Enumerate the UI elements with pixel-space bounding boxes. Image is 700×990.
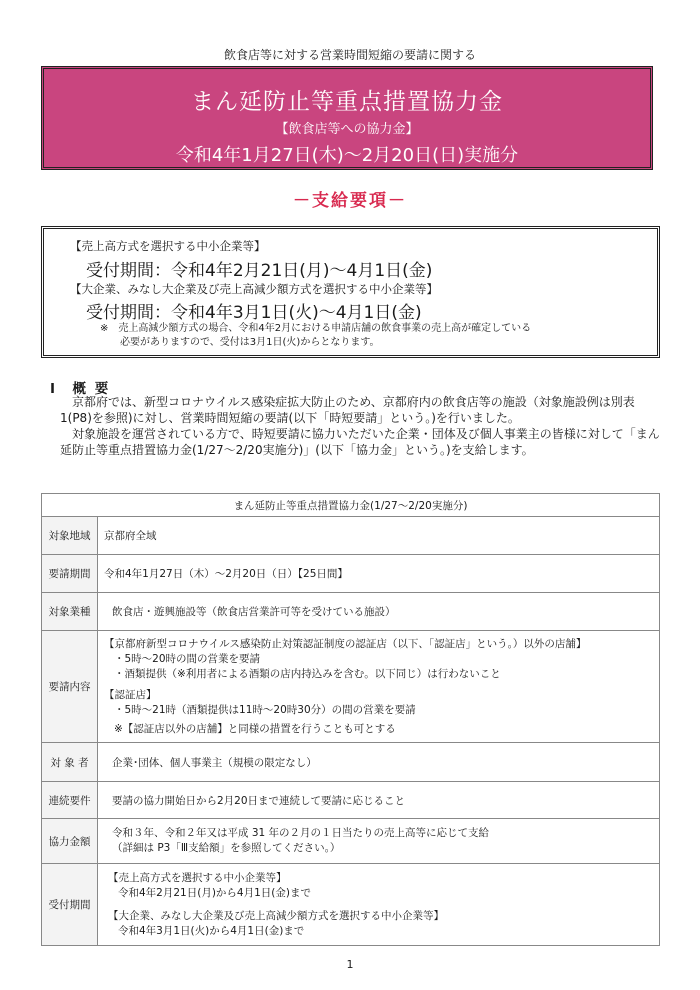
overview-heading: Ⅰ 概 要 — [50, 381, 111, 397]
table-row — [42, 864, 660, 946]
reception-period-1: 受付期間：令和4年2月21日(月)～4月1日(金) — [86, 261, 433, 281]
content-line: ・酒類提供（※利用者による酒類の店内持込みを含む。以下同じ）は行わないこと — [114, 667, 501, 680]
reception-line: 【売上高方式を選択する中小企業等】 — [108, 871, 287, 884]
reception-line: 令和4年3月1日(火)から4月1日(金)まで — [118, 924, 305, 937]
period-label: 要請期間 — [42, 555, 98, 593]
target-label: 対 象 者 — [42, 743, 98, 782]
reception-box — [41, 226, 660, 358]
table-row — [42, 555, 660, 593]
amount-line: （詳細は P3「Ⅲ支給額」を参照してください。） — [112, 842, 341, 854]
page-number: 1 — [346, 958, 354, 971]
reception-note-1: ※ 売上高減少額方式の場合、令和4年2月における申請店舗の飲食事業の売上高が確定している — [100, 323, 532, 334]
content-line: 【認証店】 — [104, 688, 157, 701]
section-heading: －支給要項－ — [293, 191, 407, 211]
type-label: 対象業種 — [42, 593, 98, 631]
type-value: 飲食店・遊興施設等（飲食店営業許可等を受けている施設） — [98, 593, 660, 631]
reception-label: 受付期間 — [42, 864, 98, 946]
content-line: 【京都府新型コロナウイルス感染防止対策認証制度の認証店（以下、「認証店」という。）以外の店舗】 — [104, 637, 587, 650]
reception-period-2: 受付期間：令和4年3月1日(火)～4月1日(金) — [86, 303, 422, 323]
table-row — [42, 631, 660, 743]
reception-note-2: 必要がありますので、受付は3月1日(火)からとなります。 — [120, 337, 380, 348]
continuity-label: 連続要件 — [42, 782, 98, 819]
amount-value — [98, 819, 660, 864]
table-row — [42, 819, 660, 864]
area-label: 対象地域 — [42, 517, 98, 555]
continuity-value: 要請の協力開始日から2月20日まで連続して要請に応じること — [98, 782, 660, 819]
overview-body — [60, 394, 660, 458]
content-line: ・5時～20時の間の営業を要請 — [114, 652, 261, 665]
content-line: ・5時～21時（酒類提供は11時～20時30分）の間の営業を要請 — [114, 703, 416, 716]
reception-spacer — [108, 901, 653, 909]
reception-category-2: 【大企業、みなし大企業及び売上高減少額方式を選択する中小企業等】 — [70, 282, 438, 296]
overview-paragraph-2: 対象施設を運営されている方で、時短要請に協力いただいた企業・団体及び個人事業主の皆様に対して「まん延防止等重点措置協力金(1/27～2/20実施分)」(以下「協力金」という。)を支給します。 — [60, 427, 660, 457]
document-supertitle: 飲食店等に対する営業時間短縮の要請に関する — [223, 48, 476, 62]
reception-value — [98, 864, 660, 946]
implementation-period: 令和4年1月27日(木)～2月20日(日)実施分 — [175, 145, 519, 166]
table-row — [42, 743, 660, 782]
reception-line: 【大企業、みなし大企業及び売上高減少額方式を選択する中小企業等】 — [108, 909, 444, 922]
content-value — [98, 631, 660, 743]
reception-category-1: 【売上高方式を選択する中小企業等】 — [70, 239, 266, 253]
reception-line: 令和4年2月21日(月)から4月1日(金)まで — [118, 886, 311, 899]
content-label: 要請内容 — [42, 631, 98, 743]
amount-label: 協力金額 — [42, 819, 98, 864]
table-title: まん延防止等重点措置協力金(1/27～2/20実施分) — [42, 494, 660, 517]
table-header-row — [42, 494, 660, 517]
summary-table — [41, 493, 660, 946]
document-title: まん延防止等重点措置協力金 — [191, 89, 503, 115]
content-line: ※【認証店以外の店舗】と同様の措置を行うことも可とする — [114, 722, 396, 735]
overview-paragraph-1: 京都府では、新型コロナウイルス感染症拡大防止のため、京都府内の飲食店等の施設（対象施設例は別表1(P8)を参照)に対し、営業時間短縮の要請(以下「時短要請」という。)を行いました。 — [60, 395, 635, 425]
period-value: 令和4年1月27日（木）～2月20日（日）【25日間】 — [98, 555, 660, 593]
target-value: 企業･団体、個人事業主（規模の限定なし） — [98, 743, 660, 782]
table-row — [42, 782, 660, 819]
amount-line: 令和３年、令和２年又は平成 31 年の２月の１日当たりの売上高等に応じて支給 — [112, 827, 490, 839]
table-row — [42, 593, 660, 631]
document-subtitle: 【飲食店等への協力金】 — [275, 122, 419, 137]
title-banner — [41, 66, 653, 170]
area-value: 京都府全域 — [98, 517, 660, 555]
table-row — [42, 517, 660, 555]
